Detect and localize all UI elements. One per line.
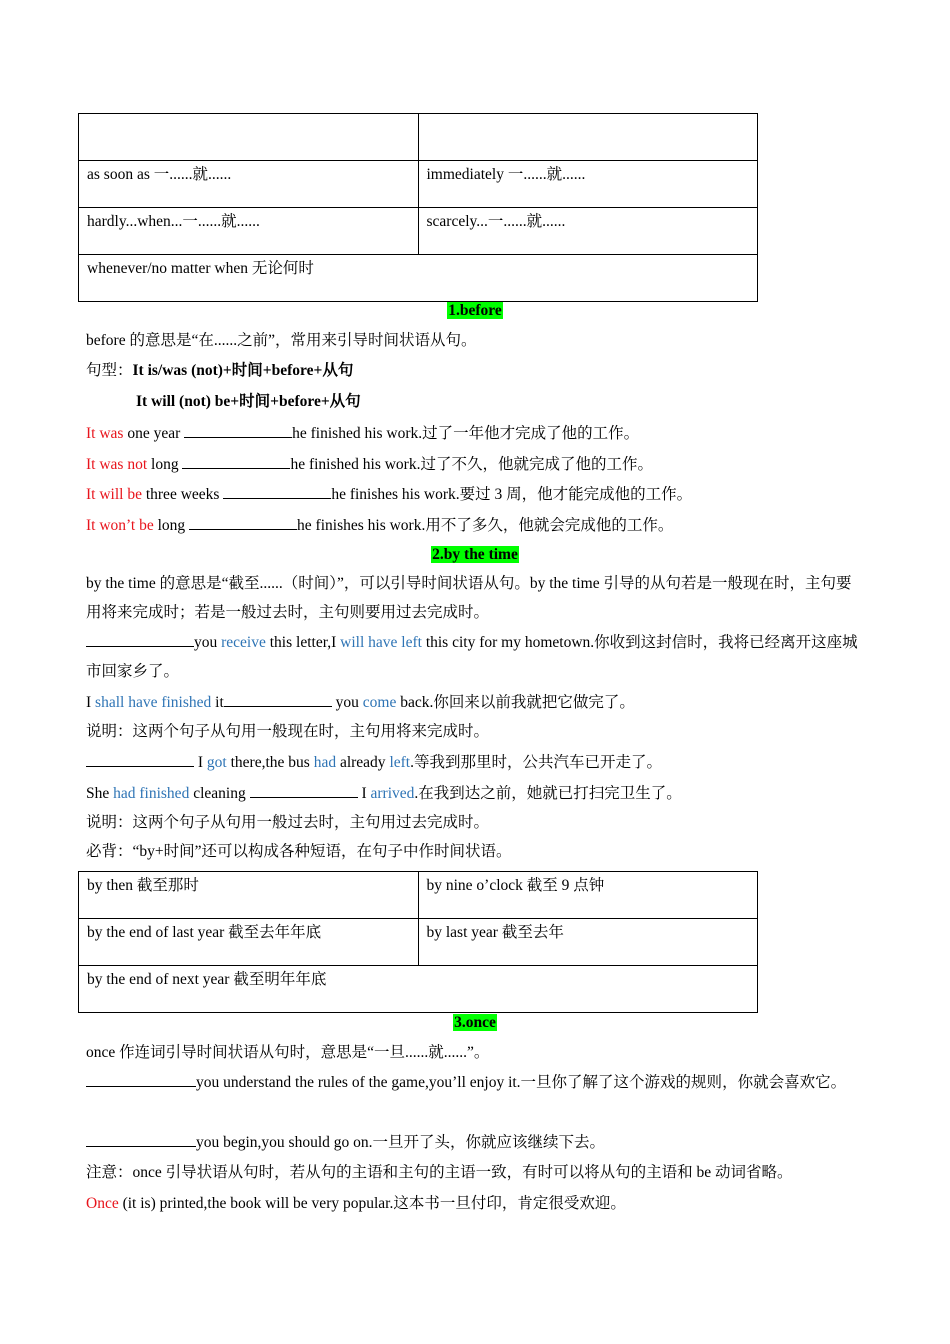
example-sentence: She had finished cleaning I arrived.在我到达之前，她就已打扫完卫生了。 — [86, 785, 682, 802]
table-row — [79, 161, 758, 208]
sentence-pattern: It will (not) be+时间+before+从句 — [136, 393, 361, 410]
conjunction-table — [78, 113, 758, 302]
table-row — [79, 208, 758, 255]
table-cell: whenever/no matter when 无论何时 — [79, 255, 758, 302]
paragraph: once 作连词引导时间状语从句时，意思是“一旦......就......”。 — [86, 1044, 490, 1061]
answer-blank[interactable] — [223, 484, 331, 499]
example-sentence: It will be three weeks he finishes his work.要过 3 周，他才能完成他的工作。 — [86, 486, 693, 503]
answer-blank[interactable] — [86, 1072, 196, 1087]
section-heading: 1.before — [448, 302, 502, 319]
table-cell — [418, 114, 758, 161]
table-cell: by then 截至那时 — [79, 872, 419, 919]
answer-blank[interactable] — [224, 692, 332, 707]
table-row — [79, 114, 758, 161]
note: 注意：once 引导状语从句时，若从句的主语和主句的主语一致，有时可以将从句的主语和 be 动词省略。 — [86, 1164, 793, 1181]
table-cell: as soon as 一......就...... — [79, 161, 419, 208]
answer-blank[interactable] — [86, 1132, 196, 1147]
answer-blank[interactable] — [189, 515, 297, 530]
table-cell: by last year 截至去年 — [418, 919, 758, 966]
table-cell: by the end of next year 截至明年年底 — [79, 966, 758, 1013]
table-cell: scarcely...一......就...... — [418, 208, 758, 255]
phrase-table — [78, 871, 758, 1013]
table-cell: by nine o’clock 截至 9 点钟 — [418, 872, 758, 919]
example-sentence: Once (it is) printed,the book will be very popular.这本书一旦付印，肯定很受欢迎。 — [86, 1195, 626, 1212]
note: 说明：这两个句子从句用一般现在时，主句用将来完成时。 — [86, 723, 490, 740]
example-sentence: you understand the rules of the game,you’ll enjoy it.一旦你了解了这个游戏的规则，你就会喜欢它。 — [86, 1068, 864, 1097]
example-sentence: It was not long he finished his work.过了不久，他就完成了他的工作。 — [86, 456, 653, 473]
example-sentence: I got there,the bus had already left.等我到那里时，公共汽车已开走了。 — [86, 752, 864, 773]
table-cell: immediately 一......就...... — [418, 161, 758, 208]
example-sentence: you begin,you should go on.一旦开了头，你就应该继续下去。 — [86, 1132, 864, 1153]
answer-blank[interactable] — [184, 423, 292, 438]
sentence-pattern: 句型：It is/was (not)+时间+before+从句 — [86, 362, 354, 379]
paragraph: by the time 的意思是“截至......（时间）”，可以引导时间状语从句。by the time 引导的从句若是一般现在时，主句要用将来完成时；若是一般过去时，主句则要用过去完成时。 — [86, 575, 852, 621]
paragraph: before 的意思是“在......之前”，常用来引导时间状语从句。 — [86, 332, 477, 349]
table-cell — [79, 114, 419, 161]
answer-blank[interactable] — [182, 454, 290, 469]
note: 说明：这两个句子从句用一般过去时，主句用过去完成时。 — [86, 814, 490, 831]
example-sentence: I shall have finished it you come back.你回来以前我就把它做完了。 — [86, 694, 635, 711]
section-heading: 2.by the time — [432, 546, 518, 563]
table-cell: hardly...when...一......就...... — [79, 208, 419, 255]
answer-blank[interactable] — [86, 752, 194, 767]
table-cell: by the end of last year 截至去年年底 — [79, 919, 419, 966]
answer-blank[interactable] — [86, 632, 194, 647]
table-row — [79, 919, 758, 966]
section-heading: 3.once — [454, 1014, 496, 1031]
note: 必背：“by+时间”还可以构成各种短语，在句子中作时间状语。 — [86, 843, 512, 860]
example-sentence: you receive this letter,I will have left this city for my hometown.你收到这封信时，我将已经离开这座城市回家乡了。 — [86, 634, 858, 680]
table-row — [79, 872, 758, 919]
answer-blank[interactable] — [250, 783, 358, 798]
example-sentence: It was one year he finished his work.过了一年他才完成了他的工作。 — [86, 425, 640, 442]
table-row — [79, 966, 758, 1013]
example-sentence: It won’t be long he finishes his work.用不了多久，他就会完成他的工作。 — [86, 517, 674, 534]
table-row — [79, 255, 758, 302]
